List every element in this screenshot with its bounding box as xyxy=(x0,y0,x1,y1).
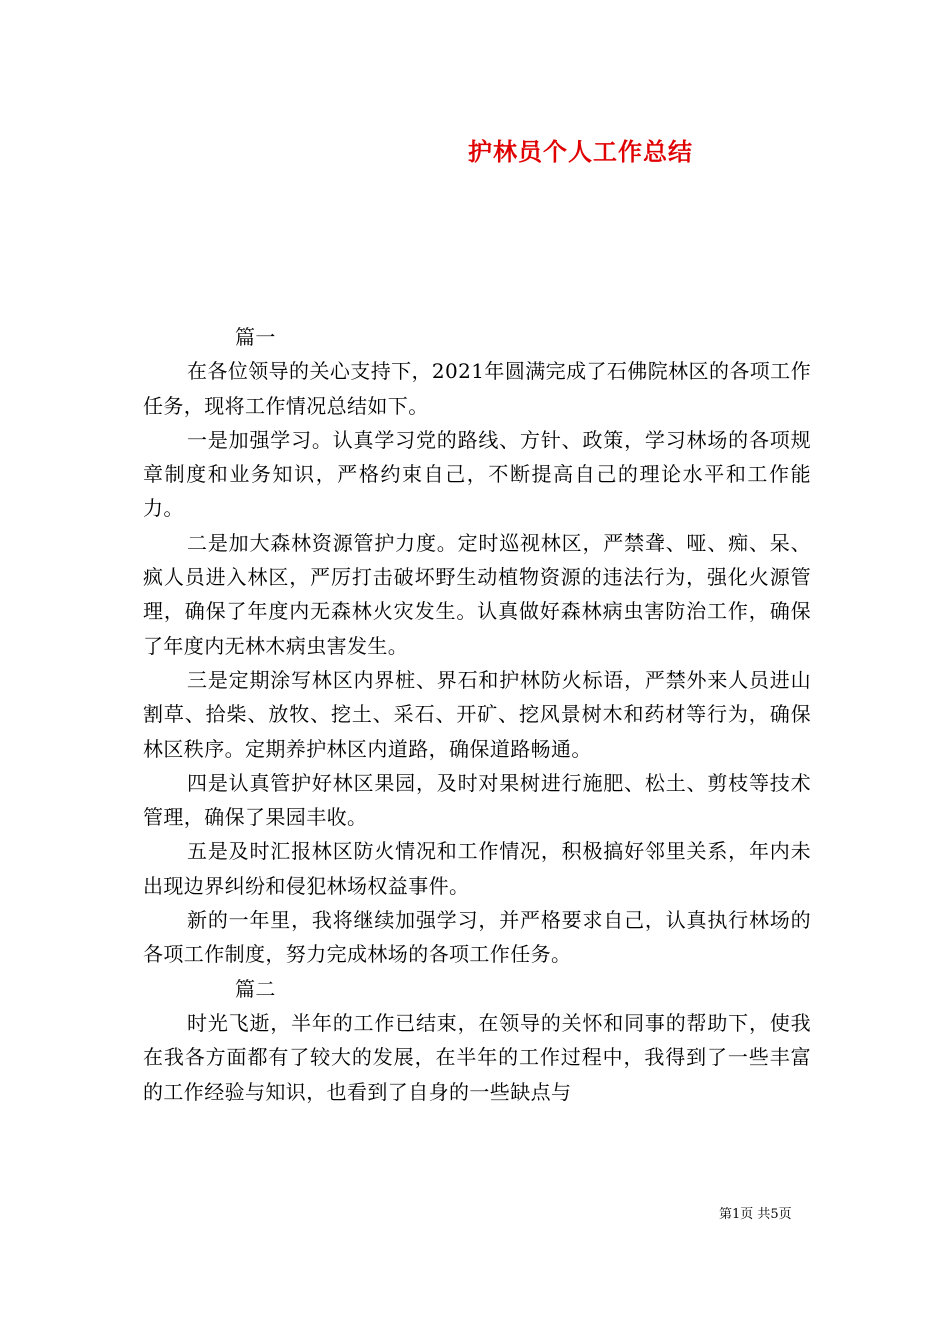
paragraph: 新的一年里，我将继续加强学习，并严格要求自己，认真执行林场的各项工作制度，努力完成林场的各项工作任务。 xyxy=(143,908,811,967)
paragraph: 二是加大森林资源管护力度。定时巡视林区，严禁聋、哑、痴、呆、疯人员进入林区，严厉打击破坏野生动植物资源的违法行为，强化火源管理，确保了年度内无森林火灾发生。认真做好森林病虫害防治工作，确保了年度内无林木病虫害发生。 xyxy=(143,530,811,658)
document-title: 护林员个人工作总结 xyxy=(468,137,693,166)
paragraph: 一是加强学习。认真学习党的路线、方针、政策，学习林场的各项规章制度和业务知识，严格约束自己，不断提高自己的理论水平和工作能力。 xyxy=(143,427,811,521)
section-heading: 篇二 xyxy=(235,976,276,1001)
document-body xyxy=(143,320,811,1109)
paragraph: 三是定期涂写林区内界桩、界石和护林防火标语，严禁外来人员进山割草、拾柴、放牧、挖土、采石、开矿、挖风景树木和药材等行为，确保林区秩序。定期养护林区内道路，确保道路畅通。 xyxy=(143,667,811,761)
page-number-footer: 第1页 共5页 xyxy=(719,1207,792,1222)
paragraph: 时光飞逝，半年的工作已结束，在领导的关怀和同事的帮助下，使我在我各方面都有了较大的发展，在半年的工作过程中，我得到了一些丰富的工作经验与知识，也看到了自身的一些缺点与 xyxy=(143,1010,811,1104)
paragraph: 在各位领导的关心支持下，2021年圆满完成了石佛院林区的各项工作任务，现将工作情况总结如下。 xyxy=(143,359,811,418)
paragraph: 五是及时汇报林区防火情况和工作情况，积极搞好邻里关系，年内未出现边界纠纷和侵犯林场权益事件。 xyxy=(143,839,811,898)
section-heading: 篇一 xyxy=(235,325,276,349)
paragraph: 四是认真管护好林区果园，及时对果树进行施肥、松土、剪枝等技术管理，确保了果园丰收。 xyxy=(143,770,811,830)
